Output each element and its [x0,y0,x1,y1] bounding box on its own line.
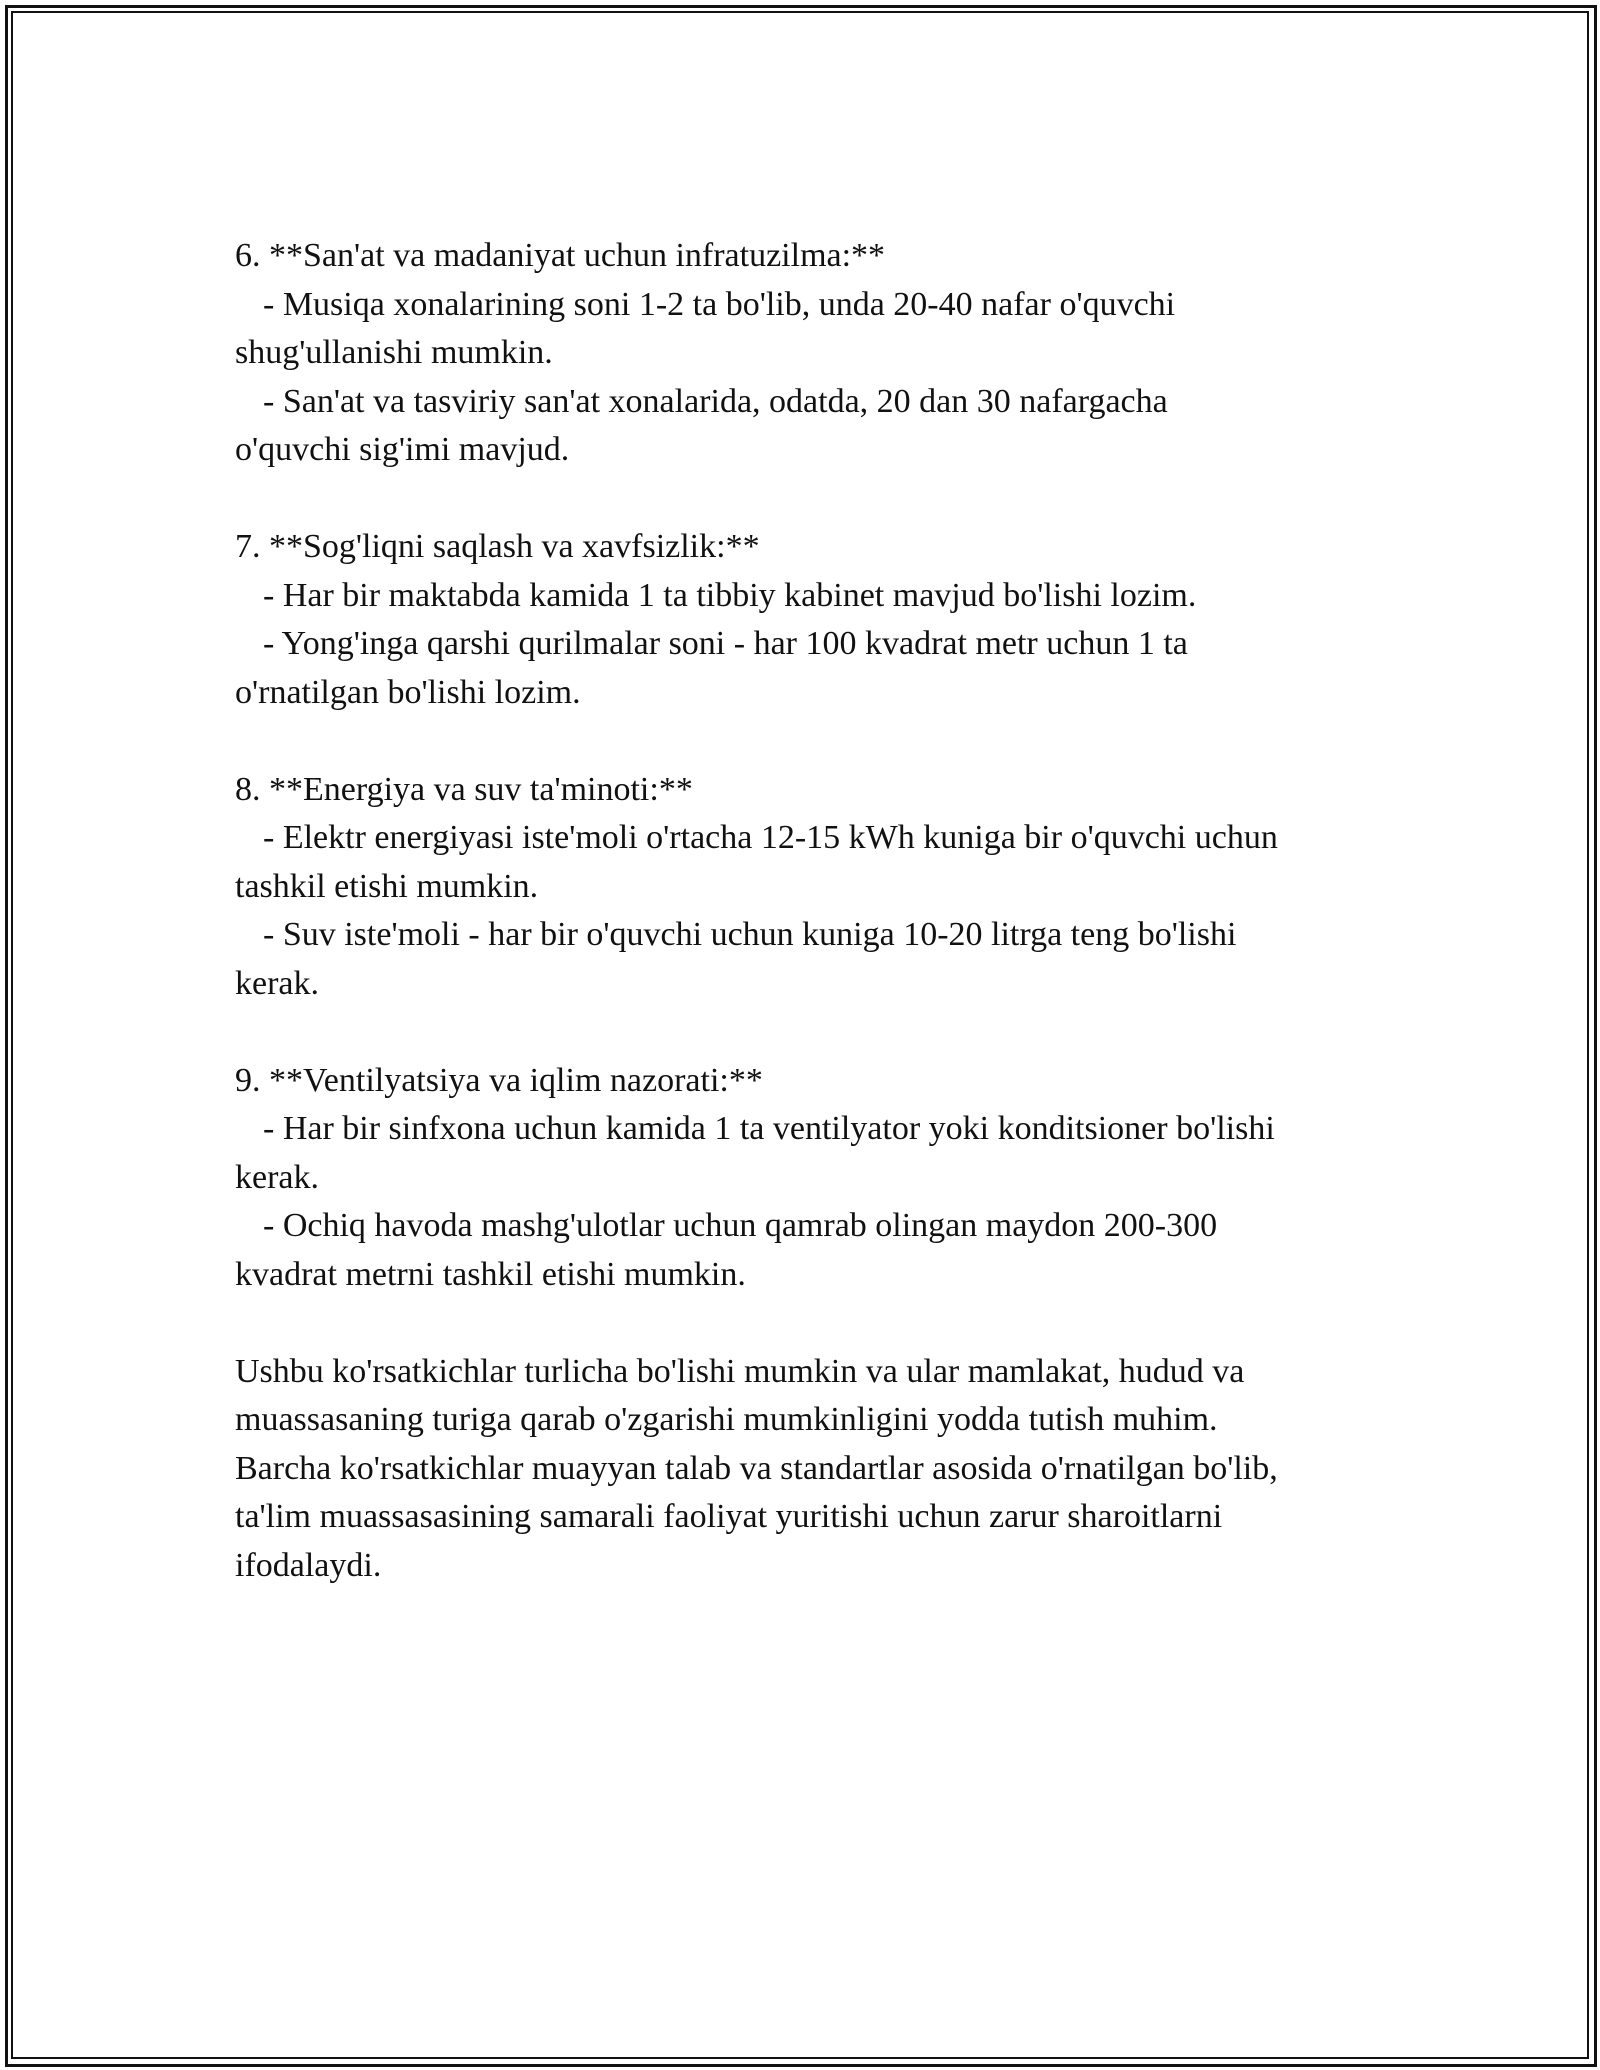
section-heading: 6. **San'at va madaniyat uchun infratuzilma:** [235,237,886,274]
section-6 [235,232,1385,475]
conclusion-line: Barcha ko'rsatkichlar muayyan talab va standartlar asosida o'rnatilgan bo'lib, [235,1449,1278,1487]
section-7 [235,523,1385,717]
bullet-item: - Suv iste'moli - har bir o'quvchi uchun kuniga 10-20 litrga teng bo'lishi [263,916,1237,953]
conclusion-paragraph [235,1348,1385,1591]
document-body [235,232,1385,1639]
bullet-item: - Musiqa xonalarining soni 1-2 ta bo'lib, unda 20-40 nafar o'quvchi [263,285,1176,323]
bullet-continuation: shug'ullanishi mumkin. [235,334,553,371]
bullet-item: - Har bir sinfxona uchun kamida 1 ta ventilyator yoki konditsioner bo'lishi [263,1110,1275,1147]
bullet-item: - Elektr energiyasi iste'moli o'rtacha 12-15 kWh kuniga bir o'quvchi uchun [263,819,1278,856]
bullet-item: - Ochiq havoda mashg'ulotlar uchun qamrab olingan maydon 200-300 [263,1207,1218,1244]
conclusion-line: ifodalaydi. [235,1546,382,1584]
section-heading: 9. **Ventilyatsiya va iqlim nazorati:** [235,1061,763,1099]
bullet-item: - Har bir maktabda kamida 1 ta tibbiy kabinet mavjud bo'lishi lozim. [263,576,1197,614]
section-heading: 8. **Energiya va suv ta'minoti:** [235,770,693,808]
bullet-continuation: tashkil etishi mumkin. [235,867,539,905]
bullet-item: - Yong'inga qarshi qurilmalar soni - har 100 kvadrat metr uchun 1 ta [263,625,1188,662]
section-8 [235,766,1385,1009]
section-heading: 7. **Sog'liqni saqlash va xavfsizlik:** [235,528,760,565]
bullet-continuation: o'quvchi sig'imi mavjud. [235,431,570,468]
conclusion-line: muassasaning turiga qarab o'zgarishi mumkinligini yodda tutish muhim. [235,1401,1218,1438]
conclusion-line: Ushbu ko'rsatkichlar turlicha bo'lishi mumkin va ular mamlakat, hudud va [235,1352,1245,1390]
bullet-continuation: kerak. [235,964,320,1002]
bullet-continuation: o'rnatilgan bo'lishi lozim. [235,673,581,711]
bullet-continuation: kvadrat metrni tashkil etishi mumkin. [235,1255,746,1293]
bullet-continuation: kerak. [235,1158,320,1196]
bullet-item: - San'at va tasviriy san'at xonalarida, odatda, 20 dan 30 nafargacha [263,382,1168,420]
conclusion-line: ta'lim muassasasining samarali faoliyat yuritishi uchun zarur sharoitlarni [235,1498,1223,1535]
section-9 [235,1057,1385,1300]
